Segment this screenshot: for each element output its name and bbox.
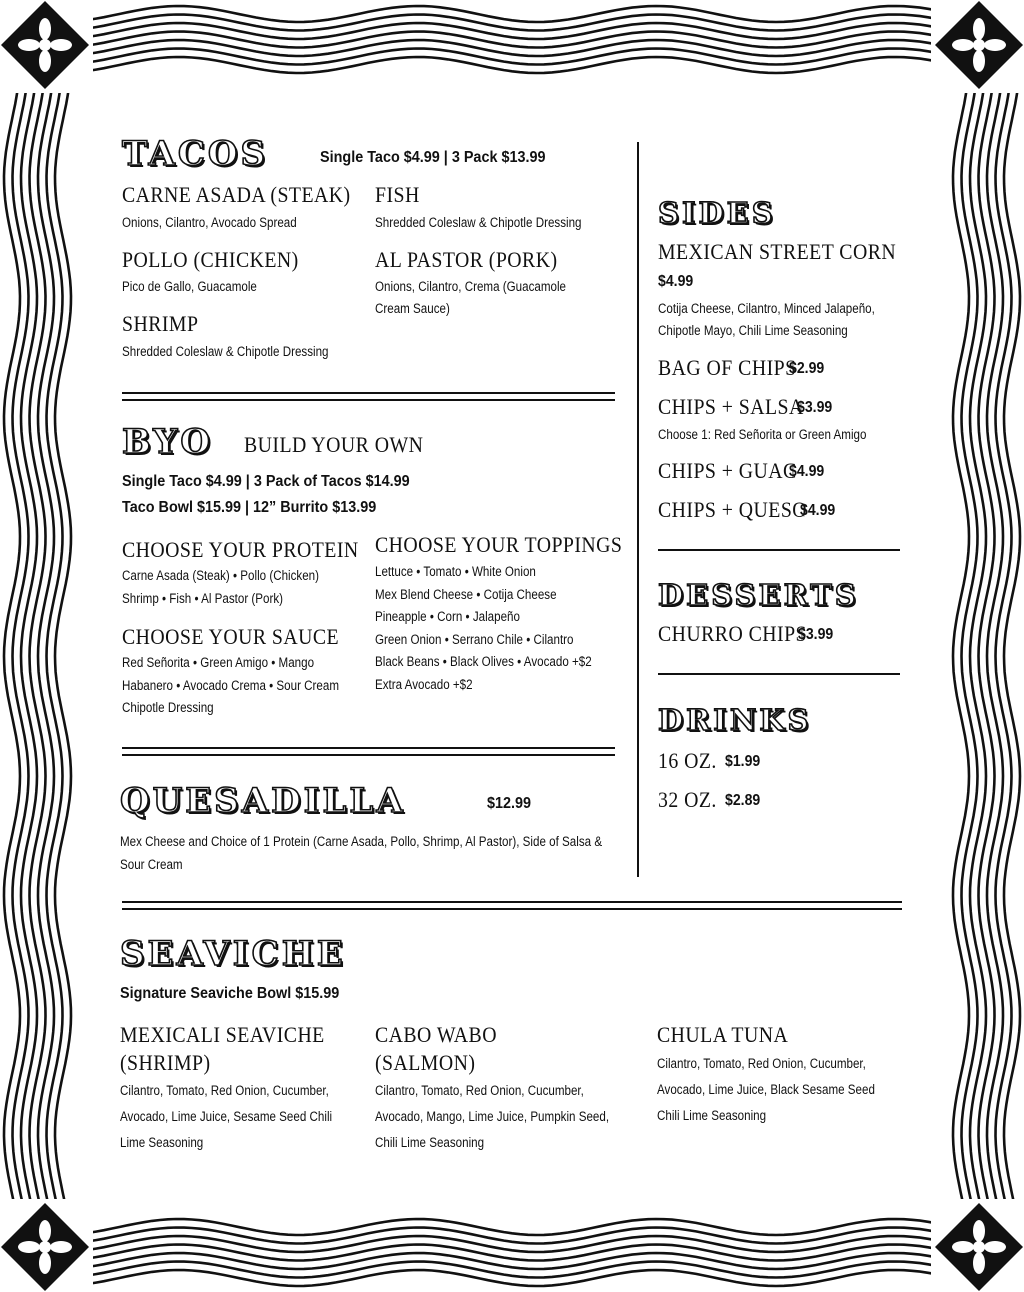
seaviche-cabo-wabo-name-line1: CABO WABO bbox=[375, 1022, 497, 1047]
taco-al-pastor-name: AL PASTOR (PORK) bbox=[375, 247, 558, 272]
sides-chips-guac bbox=[658, 457, 825, 485]
seaviche-cabo-wabo-name bbox=[375, 1021, 497, 1077]
seaviche-desc-line: Avocado, Lime Juice, Black Sesame Seed bbox=[657, 1082, 875, 1097]
sides-chips-salsa bbox=[658, 393, 833, 421]
section-divider bbox=[658, 673, 900, 675]
sides-chips-queso bbox=[658, 496, 836, 524]
taco-fish-name: FISH bbox=[375, 182, 420, 207]
drinks-16oz bbox=[658, 747, 761, 775]
quesadilla-price: $12.99 bbox=[487, 795, 532, 812]
taco-al-pastor-desc: Onions, Cilantro, Crema (Guacamole bbox=[375, 279, 567, 294]
section-divider bbox=[122, 901, 902, 910]
drinks-small-price: $1.99 bbox=[725, 753, 761, 770]
sides-salsa-desc: Choose 1: Red Señorita or Green Amigo bbox=[658, 427, 867, 442]
byo-protein-title: CHOOSE YOUR PROTEIN bbox=[122, 537, 359, 562]
byo-protein-line: Shrimp • Fish • Al Pastor (Pork) bbox=[122, 590, 284, 606]
sides-corn-desc1: Cotija Cheese, Cilantro, Minced Jalapeño, bbox=[658, 301, 875, 316]
seaviche-desc-line: Avocado, Mango, Lime Juice, Pumpkin Seed, bbox=[375, 1109, 610, 1124]
byo-topping-line: Mex Blend Cheese • Cotija Cheese bbox=[375, 586, 557, 602]
desserts-item-price: $3.99 bbox=[798, 626, 834, 643]
drinks-32oz bbox=[658, 786, 761, 814]
seaviche-desc-line: Cilantro, Tomato, Red Onion, Cucumber, bbox=[657, 1056, 866, 1071]
seaviche-desc-line: Cilantro, Tomato, Red Onion, Cucumber, bbox=[120, 1083, 329, 1098]
quesadilla-title: QUESADILLA bbox=[120, 781, 406, 821]
byo-topping-line: Lettuce • Tomato • White Onion bbox=[375, 564, 536, 579]
byo-protein-line: Carne Asada (Steak) • Pollo (Chicken) bbox=[122, 568, 320, 583]
sides-corn-desc2: Chipotle Mayo, Chili Lime Seasoning bbox=[658, 323, 848, 338]
drinks-large-price: $2.89 bbox=[725, 792, 761, 809]
seaviche-cabo-wabo-desc bbox=[375, 1078, 647, 1156]
taco-shrimp-desc: Shredded Coleslaw & Chipotle Dressing bbox=[122, 344, 329, 359]
byo-topping-line: Extra Avocado +$2 bbox=[375, 676, 473, 692]
drinks-small-name: 16 OZ. bbox=[658, 748, 717, 773]
sides-queso-name: CHIPS + QUESO bbox=[658, 497, 808, 522]
seaviche-desc-line: Chili Lime Seasoning bbox=[657, 1108, 767, 1123]
seaviche-mexicali-desc bbox=[120, 1078, 367, 1156]
seaviche-mexicali-name bbox=[120, 1021, 325, 1077]
drinks-title: DRINKS bbox=[658, 703, 812, 737]
byo-subtitle: BUILD YOUR OWN bbox=[244, 432, 424, 457]
taco-pollo-desc: Pico de Gallo, Guacamole bbox=[122, 279, 257, 294]
seaviche-desc-line: Chili Lime Seasoning bbox=[375, 1135, 485, 1150]
column-divider bbox=[637, 142, 639, 877]
drinks-large-name: 32 OZ. bbox=[658, 787, 717, 812]
taco-carne-asada-desc: Onions, Cilantro, Avocado Spread bbox=[122, 215, 297, 230]
tacos-pricing: Single Taco $4.99 | 3 Pack $13.99 bbox=[320, 149, 546, 166]
byo-topping-line: Black Beans • Black Olives • Avocado +$2 bbox=[375, 654, 592, 669]
byo-title: BYO bbox=[122, 422, 214, 462]
seaviche-mexicali-name-line2: (SHRIMP) bbox=[120, 1050, 211, 1075]
sides-salsa-name: CHIPS + SALSA bbox=[658, 394, 804, 419]
byo-topping-line: Pineapple • Corn • Jalapeño bbox=[375, 609, 520, 624]
seaviche-cabo-wabo-name-line2: (SALMON) bbox=[375, 1050, 476, 1075]
seaviche-chula-tuna-desc bbox=[657, 1051, 910, 1129]
seaviche-desc-line: Avocado, Lime Juice, Sesame Seed Chili bbox=[120, 1109, 333, 1124]
byo-toppings-title: CHOOSE YOUR TOPPINGS bbox=[375, 532, 623, 557]
sides-guac-price: $4.99 bbox=[789, 463, 825, 480]
sides-corn-price: $4.99 bbox=[658, 273, 694, 290]
byo-sauce-title: CHOOSE YOUR SAUCE bbox=[122, 624, 340, 649]
seaviche-desc-line: Cilantro, Tomato, Red Onion, Cucumber, bbox=[375, 1083, 584, 1098]
seaviche-title: SEAVICHE bbox=[120, 934, 346, 974]
byo-sauce-list bbox=[122, 652, 374, 720]
section-divider bbox=[122, 392, 615, 401]
seaviche-chula-tuna-name: CHULA TUNA bbox=[657, 1022, 789, 1047]
byo-toppings-list bbox=[375, 561, 627, 696]
sides-title: SIDES bbox=[658, 196, 776, 230]
section-divider bbox=[658, 549, 900, 551]
byo-pricing-line2: Taco Bowl $15.99 | 12” Burrito $13.99 bbox=[122, 499, 377, 516]
byo-pricing-line1: Single Taco $4.99 | 3 Pack of Tacos $14.99 bbox=[122, 473, 410, 490]
quesadilla-desc-line2: Sour Cream bbox=[120, 857, 183, 872]
sides-queso-price: $4.99 bbox=[800, 502, 836, 519]
taco-carne-asada-name: CARNE ASADA (STEAK) bbox=[122, 182, 351, 207]
seaviche-pricing: Signature Seaviche Bowl $15.99 bbox=[120, 985, 340, 1002]
seaviche-mexicali-name-line1: MEXICALI SEAVICHE bbox=[120, 1022, 325, 1047]
sides-chips-price: $2.99 bbox=[789, 360, 825, 377]
taco-shrimp-name: SHRIMP bbox=[122, 311, 199, 336]
byo-protein-list bbox=[122, 565, 351, 610]
byo-topping-line: Green Onion • Serrano Chile • Cilantro bbox=[375, 631, 574, 647]
desserts-churro-chips bbox=[658, 620, 834, 648]
tacos-title: TACOS bbox=[122, 134, 269, 174]
byo-sauce-line: Red Señorita • Green Amigo • Mango bbox=[122, 655, 315, 670]
section-divider bbox=[122, 747, 615, 756]
byo-sauce-line: Habanero • Avocado Crema • Sour Cream bbox=[122, 677, 340, 693]
sides-chips-name: BAG OF CHIPS bbox=[658, 355, 797, 380]
sides-guac-name: CHIPS + GUAC bbox=[658, 458, 797, 483]
seaviche-desc-line: Lime Seasoning bbox=[120, 1135, 204, 1150]
byo-sauce-line: Chipotle Dressing bbox=[122, 700, 214, 715]
desserts-item-name: CHURRO CHIPS bbox=[658, 621, 807, 646]
sides-salsa-price: $3.99 bbox=[797, 399, 833, 416]
sides-bag-of-chips bbox=[658, 354, 825, 382]
taco-fish-desc: Shredded Coleslaw & Chipotle Dressing bbox=[375, 215, 582, 230]
desserts-title: DESSERTS bbox=[658, 578, 859, 612]
taco-pollo-name: POLLO (CHICKEN) bbox=[122, 247, 299, 272]
taco-al-pastor-desc-cont: Cream Sauce) bbox=[375, 301, 450, 316]
sides-corn-name: MEXICAN STREET CORN bbox=[658, 239, 897, 264]
quesadilla-desc-line1: Mex Cheese and Choice of 1 Protein (Carne Asada, Pollo, Shrimp, Al Pastor), Side of Salsa & bbox=[120, 834, 603, 849]
